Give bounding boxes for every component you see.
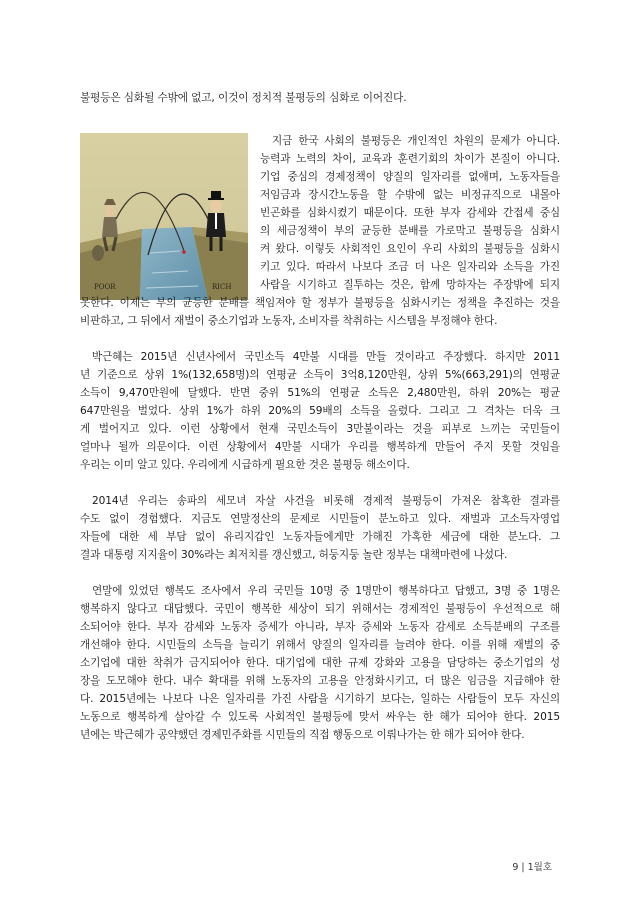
paragraph-line: 저임금과 장시간노동을 할 수밖에 없는 비정규직으로 내몰아 bbox=[260, 189, 560, 201]
paragraph-line: 못한다. 이제는 부의 균등한 분배를 책임져야 할 정부가 불평등을 심화시키는 정책을 추진하는 것을 bbox=[80, 297, 560, 309]
paragraph-line: 비판하고, 그 뒤에서 재벌이 중소기업과 노동자, 소비자를 착취하는 시스템을 부정해야 한다. bbox=[80, 315, 498, 327]
paragraph-line: 능력과 노력의 차이, 교육과 훈련기회의 차이가 본질이 아니다. bbox=[260, 153, 560, 165]
paragraph-line: 얼마나 될까 의문이다. 이런 상황에서 4만불 시대가 우리를 행복하게 만들어 주지 못할 것임을 bbox=[80, 441, 560, 453]
paragraph-line: 소기업에 대한 착취가 금지되어야 한다. 대기업에 대한 규제 강화와 고용을 담당하는 중소기업의 성 bbox=[80, 657, 560, 669]
paragraph-line: 행복하지 않다고 대답했다. 국민이 행복한 세상이 되기 위해서는 경제적인 불평등이 우선적으로 해 bbox=[80, 603, 560, 615]
paragraph-line: 연말에 있었던 행복도 조사에서 우리 국민들 10명 중 1명만이 행복하다고 답했고, 3명 중 1명은 bbox=[92, 585, 560, 597]
paragraph-line: 년 기준으로 상위 1%(132,658명)의 연평균 소득이 3억8,120만원, 상위 5%(663,291)의 연평균 bbox=[80, 369, 560, 381]
paragraph-line: 다. 2015년에는 나보다 나은 일자리를 가진 사람을 시기하기 보다는, 일하는 사람들이 모두 자신의 bbox=[80, 693, 560, 705]
paragraph-line: 자들에 대한 세 부담 없이 유리지갑인 노동자들에게만 가해진 가혹한 세금에 대한 분노다. 그 bbox=[80, 531, 560, 543]
paragraph-line: 개선해야 한다. 시민들의 소득을 늘리기 위해서 양질의 일자리를 늘려야 한다. 이를 위해 재벌의 중 bbox=[80, 639, 560, 651]
paragraph-line: 년에는 박근혜가 공약했던 경제민주화를 시민들의 직접 행동으로 이뤄나가는 한 해가 되어야 한다. bbox=[80, 729, 525, 741]
paragraph-line: 사람을 시기하고 질투하는 것은, 함께 망하자는 주장밖에 되지 bbox=[260, 279, 560, 291]
rich-label: RICH bbox=[212, 283, 232, 291]
paragraph-line: 의 세금정책이 부의 균등한 분배를 가로막고 불평등을 심화시 bbox=[260, 225, 560, 237]
paragraph-line: 결과 대통령 지지율이 30%라는 최저치를 갱신했고, 허둥지둥 놀란 정부는 대책마련에 나섰다. bbox=[80, 549, 508, 561]
poor-rich-cartoon-image bbox=[80, 133, 248, 300]
poor-label: POOR bbox=[94, 283, 116, 291]
paragraph-line: 기업 중심의 경제정책이 양질의 일자리를 없애며, 노동자들을 bbox=[260, 171, 560, 183]
paragraph-line: 노동으로 행복하게 살아갈 수 있도록 사회적인 불평등에 맞서 싸우는 한 해가 되어야 한다. 2015 bbox=[80, 711, 560, 723]
paragraph-line: 수도 없이 경험했다. 지금도 연말정산의 문제로 시민들이 분노하고 있다. 재벌과 고소득자영업 bbox=[80, 513, 560, 525]
intro-line: 불평등은 심화될 수밖에 없고, 이것이 정치적 불평등의 심화로 이어진다. bbox=[80, 92, 407, 104]
paragraph-line: 박근혜는 2015년 신년사에서 국민소득 4만불 시대를 만들 것이라고 주장했다. 하지만 2011 bbox=[92, 351, 560, 363]
paragraph-line: 소되어야 한다. 부자 감세와 노동자 증세가 아니라, 부자 증세와 노동자 감세로 소득분배의 구조를 bbox=[80, 621, 560, 633]
paragraph-line: 소득이 9,470만원에 달했다. 반면 중위 51%의 연평균 소득은 2,480만원, 하위 20%는 평균 bbox=[80, 387, 560, 399]
paragraph-line: 우리는 이미 알고 있다. 우리에게 시급하게 필요한 것은 불평등 해소이다. bbox=[80, 459, 410, 471]
paragraph-line: 키고 있다. 따라서 나보다 조금 더 나은 일자리와 소득을 가진 bbox=[260, 261, 560, 273]
paragraph-line: 게 벌어지고 있다. 이런 상황에서 현재 국민소득이 3만불이라는 것을 피부로 느끼는 국민들이 bbox=[80, 423, 560, 435]
paragraph-line: 켜 왔다. 이렇듯 사회적인 요인이 우리 사회의 불평등을 심화시 bbox=[260, 243, 560, 255]
paragraph-line: 빈곤화를 심화시켰기 때문이다. 또한 부자 감세와 간접세 중심 bbox=[260, 207, 560, 219]
page-number-footer: 9 | 1월호 bbox=[512, 862, 552, 873]
paragraph-line: 2014년 우리는 송파의 세모녀 자살 사건을 비롯해 경제적 불평등이 가져온 참혹한 결과를 bbox=[92, 495, 560, 507]
paragraph-line: 647만원을 벌었다. 상위 1%가 하위 20%의 59배의 소득을 올렸다. 그리고 그 격차는 더욱 크 bbox=[80, 405, 560, 417]
paragraph-line: 장을 도모해야 한다. 내수 확대를 위해 노동자의 고용을 안정화시키고, 더 많은 임금을 지급해야 한 bbox=[80, 675, 560, 687]
paragraph-line: 지금 한국 사회의 불평등은 개인적인 차원의 문제가 아니다. bbox=[272, 135, 560, 147]
